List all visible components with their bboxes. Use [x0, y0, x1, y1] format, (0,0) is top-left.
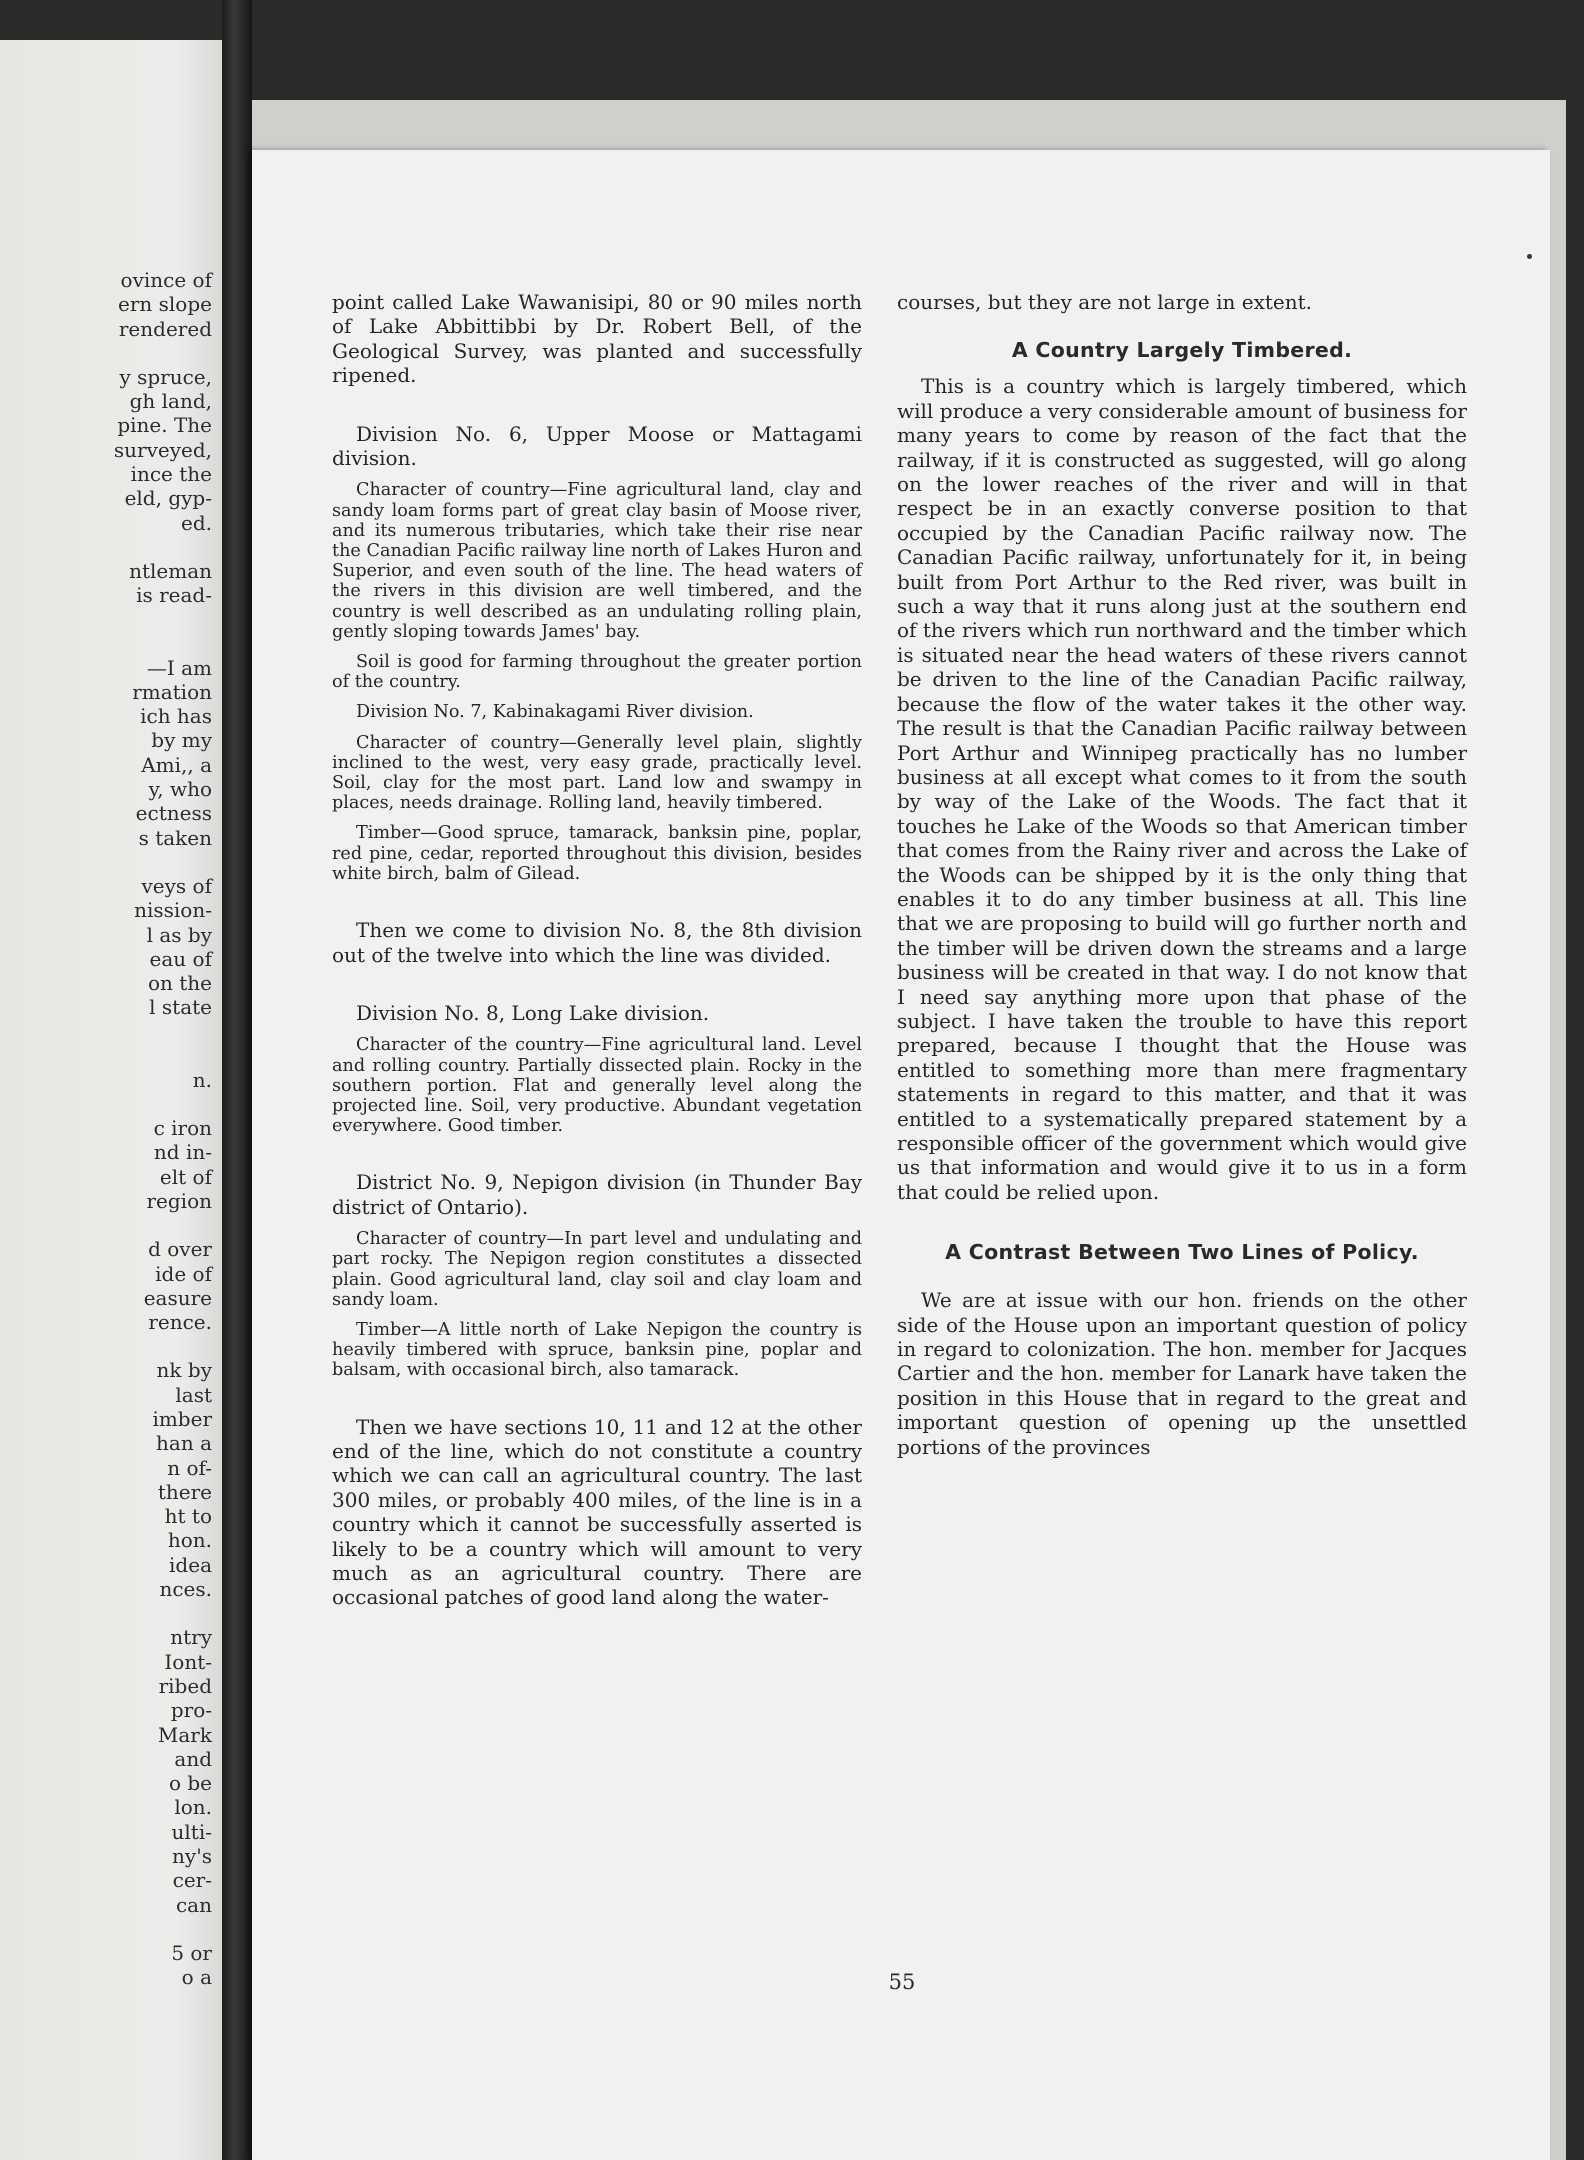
adjacent-page-line: is read-: [136, 583, 212, 608]
adjacent-left-page: [0, 40, 222, 2160]
timbered-paragraph: This is a country which is largely timbered, which will produce a very considerable amount of business for many years to come by reason of the fact that the railway, if it is constructed as suggested, will go along on the lower reaches of the river and will in that respect be in an exactly converse position to that occupied by the Canadian Pacific railway now. The Canadian Pacific railway, unfortunately for it, in being built from Port Arthur to the Red river, was built in such a way that it runs along just at the southern end of the rivers which run northward and the timber which is situated near the head waters of these rivers cannot be driven to the line of the Canadian Pacific railway, because the flow of the water takes it the other way. The result is that the Canadian Pacific railway between Port Arthur and Winnipeg practically has no lumber business at all except what comes to it from the south by way of the Lake of the Woods. The fact that it touches he Lake of the Woods so that American timber that comes from the Rainy river and across the Lake of the Woods can be shipped by it is the only thing that enables it to do any timber business at all. This line that we are proposing to build will go further north and the timber will be driven down the streams and a large business will be created in that way. I do not know that I need say anything more upon that phase of the subject. I have taken the trouble to have this report prepared, because I thought that the House was entitled to something more than mere fragmentary statements in regard to this matter, and that it was entitled to a systematically prepared statement by a responsible officer of the government which would give us that information and would give it to us in a form that could be relied upon.: [897, 374, 1467, 1204]
adjacent-page-line: ntleman: [129, 558, 212, 583]
division-9-character: Character of country—In part level and undulating and part rocky. The Nepigon region constitutes a dissected plain. Good agricultural land, clay soil and clay loam and sandy loam.: [332, 1229, 862, 1310]
adjacent-page-line: [0, 1334, 212, 1358]
adjacent-page-line: elt of: [159, 1164, 212, 1189]
adjacent-page-line: [0, 632, 212, 656]
adjacent-page-line: l state: [149, 995, 212, 1020]
division-6-character: Character of country—Fine agricultural land, clay and sandy loam forms part of great clay basin of Moose river, and its numerous tributaries, which take their rise near the Canadian Pacific railway line north of Lakes Huron and Superior, and even south of the line. The head waters of the rivers in this division are well timbered, and the country is well described as an undulating rolling plain, gently sloping towards James' bay.: [332, 480, 862, 642]
division-8-heading: Division No. 8, Long Lake division.: [356, 1000, 710, 1025]
adjacent-page-line: nission-: [134, 898, 212, 923]
adjacent-page-line: [0, 1601, 212, 1625]
right-text-column: [897, 290, 1467, 1459]
adjacent-page-line: rence.: [148, 1310, 212, 1335]
adjacent-page-line: [0, 1917, 212, 1941]
continuation-paragraph: courses, but they are not large in extent.: [897, 290, 1313, 314]
contrast-paragraph: We are at issue with our hon. friends on the other side of the House upon an important question of policy in regard to colonization. The hon. member for Jacques Cartier and the hon. member for Lanark have taken the position in this House that in regard to the great and important question of opening up the unsettled portions of the provinces: [897, 1288, 1467, 1459]
adjacent-page-line: [0, 1020, 212, 1044]
left-text-column: [332, 290, 862, 1610]
adjacent-page-line: c iron: [153, 1116, 212, 1141]
adjacent-page-line: rendered: [118, 316, 212, 341]
adjacent-page-line: cer-: [172, 1868, 212, 1893]
adjacent-page-line: ectness: [135, 801, 212, 826]
adjacent-page-line: [0, 608, 212, 632]
division-9-heading: District No. 9, Nepigon division (in Thunder Bay district of Ontario).: [332, 1170, 862, 1219]
adjacent-page-line: ed.: [181, 510, 212, 535]
adjacent-page-line: [0, 341, 212, 365]
adjacent-page-line: han a: [156, 1431, 212, 1456]
adjacent-page-line: veys of: [141, 873, 212, 898]
adjacent-page-text-fragments: [0, 268, 222, 1990]
adjacent-page-line: [0, 1044, 212, 1068]
adjacent-page-line: o be: [168, 1771, 212, 1796]
adjacent-page-line: pro-: [170, 1698, 212, 1723]
adjacent-page-line: d over: [148, 1237, 212, 1262]
adjacent-page-line: by my: [151, 728, 212, 753]
adjacent-page-line: imber: [152, 1406, 212, 1431]
adjacent-page-line: eau of: [149, 946, 212, 971]
adjacent-page-line: ntry: [170, 1625, 212, 1650]
adjacent-page-line: ribed: [158, 1673, 212, 1698]
adjacent-page-line: there: [157, 1479, 212, 1504]
division-7-character: Character of country—Generally level plain, slightly inclined to the west, very easy grade, practically level. Soil, clay for the most part. Land low and swampy in places, needs drainage. Rolling land, heavily timbered.: [332, 732, 862, 814]
division-7-timber: Timber—Good spruce, tamarack, banksin pine, poplar, red pine, cedar, reported throughout this division, besides white birch, balm of Gilead.: [332, 823, 862, 884]
adjacent-page-line: ich has: [140, 704, 212, 729]
adjacent-page-line: y, who: [148, 777, 212, 802]
adjacent-page-line: eld, gyp-: [124, 486, 212, 511]
adjacent-page-line: and: [174, 1746, 212, 1771]
adjacent-page-line: ovince of: [120, 268, 212, 292]
adjacent-page-line: 5 or: [171, 1940, 212, 1965]
adjacent-page-line: nces.: [159, 1577, 212, 1602]
sections-10-12-paragraph: Then we have sections 10, 11 and 12 at the other end of the line, which do not constitute a country which we can call an agricultural country. The last 300 miles, or probably 400 miles, of the line is in a country which it cannot be successfully asserted is likely to be a country which will amount to very much as an agricultural country. There are occasional patches of good land along the water-: [332, 1414, 862, 1610]
main-page: [252, 150, 1550, 2160]
division-8-character: Character of the country—Fine agricultural land. Level and rolling country. Partially dissected plain. Rocky in the southern portion. Flat and generally level along the projected line. Soil, very productive. Abundant vegetation everywhere. Good timber.: [332, 1035, 862, 1137]
book-spine: [222, 0, 252, 2160]
adjacent-page-line: —I am: [146, 655, 212, 680]
adjacent-page-line: [0, 535, 212, 559]
adjacent-page-line: n of-: [167, 1455, 212, 1480]
adjacent-page-line: l as by: [146, 922, 212, 947]
adjacent-page-line: ince the: [130, 462, 212, 487]
adjacent-page-line: [0, 1092, 212, 1116]
adjacent-page-line: ide of: [155, 1261, 212, 1286]
adjacent-page-line: [0, 1213, 212, 1237]
adjacent-page-line: nd in-: [153, 1140, 212, 1165]
division-8-transition: Then we come to division No. 8, the 8th division out of the twelve into which the line was divided.: [332, 918, 862, 967]
adjacent-page-line: idea: [169, 1552, 212, 1577]
division-7-heading: Division No. 7, Kabinakagami River division.: [356, 702, 754, 723]
adjacent-page-line: o a: [181, 1965, 212, 1990]
adjacent-page-line: last: [175, 1382, 212, 1407]
section-heading-contrast: A Contrast Between Two Lines of Policy.: [945, 1240, 1419, 1265]
adjacent-page-line: n.: [192, 1067, 212, 1092]
adjacent-page-line: nk by: [156, 1358, 212, 1383]
division-6-soil: Soil is good for farming throughout the greater portion of the country.: [332, 652, 862, 693]
adjacent-page-line: on the: [147, 971, 212, 996]
adjacent-page-line: surveyed,: [113, 437, 212, 462]
adjacent-page-line: lon.: [174, 1795, 212, 1820]
adjacent-page-line: Mark: [157, 1722, 212, 1747]
division-9-timber: Timber—A little north of Lake Nepigon the country is heavily timbered with spruce, banksin pine, poplar and balsam, with occasional birch, also tamarack.: [332, 1319, 862, 1381]
adjacent-page-line: easure: [143, 1285, 212, 1310]
speck: [1527, 254, 1532, 259]
adjacent-page-line: ny's: [172, 1844, 212, 1869]
section-heading-timbered: A Country Largely Timbered.: [1011, 338, 1353, 363]
adjacent-page-line: ulti-: [171, 1819, 212, 1844]
adjacent-page-line: s taken: [138, 825, 212, 850]
adjacent-page-line: region: [146, 1188, 212, 1213]
adjacent-page-line: ht to: [164, 1504, 212, 1529]
adjacent-page-line: ern slope: [118, 292, 212, 317]
adjacent-page-line: pine. The: [117, 413, 212, 438]
intro-paragraph: point called Lake Wawanisipi, 80 or 90 miles north of Lake Abbittibbi by Dr. Robert Bell, of the Geological Survey, was planted and successfully ripened.: [332, 290, 862, 388]
division-6-heading: Division No. 6, Upper Moose or Mattagami division.: [332, 421, 862, 471]
adjacent-page-line: Ami,, a: [141, 752, 212, 777]
adjacent-page-line: hon.: [167, 1528, 212, 1553]
adjacent-page-line: rmation: [132, 679, 212, 704]
adjacent-page-line: gh land,: [129, 389, 212, 414]
adjacent-page-line: can: [175, 1892, 212, 1917]
adjacent-page-line: Iont-: [164, 1649, 212, 1674]
adjacent-page-line: [0, 850, 212, 874]
adjacent-page-line: y spruce,: [119, 364, 212, 389]
page-number: 55: [888, 1970, 916, 1994]
